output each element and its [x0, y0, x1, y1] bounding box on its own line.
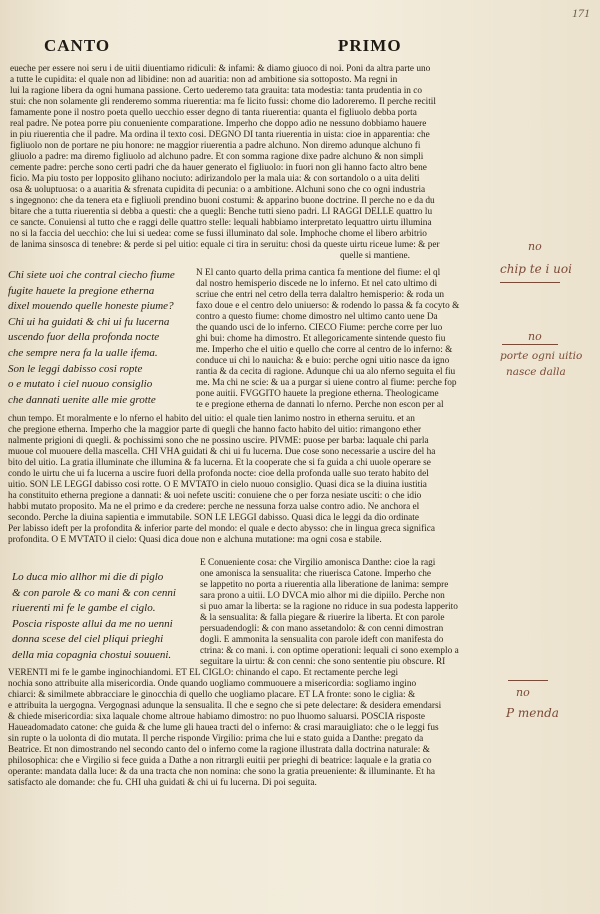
verse-line: che dannati uenite alle mie grotte: [8, 393, 156, 406]
commentary-line: bito del uitio. La gratia illuminate che illumina & fa lucerna. Et la cooperate che si fa guida a chi uuole operare se: [8, 458, 431, 468]
verse-line: Poscia risposte allui da me no uenni: [12, 617, 173, 630]
commentary-line: se lappetito no porta a riuerentia alla liberatione de lanima: sempre: [200, 580, 449, 590]
commentary-line: chiarci: & similmete abbracciare le ginocchia di quello che uogliamo placare. ET LA fronte: sono le ciglia: &: [8, 690, 416, 700]
verse-line: o e mutato i ciel nuouo consiglio: [8, 378, 153, 391]
marginal-note-number: no: [516, 686, 530, 699]
commentary-line: uitio. SON LE LEGGI dabisso cosi rotte. O E MVTATO in cielo nuouo consiglio. Quasi dica se la diuina iustitia: [8, 480, 427, 490]
commentary-line: me. Imperho che el uitio e quello che corre al centro de lo inferno: &: [196, 345, 453, 355]
commentary-line: lui la ragione libera da ogni humana passione. Certo uederemo tata grauita: tata modestia: tanta prudentia in co: [10, 86, 423, 96]
commentary-line: Beatrice. Et non dimostrando nel secondo canto del o inferno come la ragione illustrata dalla doctrina naturale: &: [8, 745, 430, 755]
commentary-line: stui: che non solamente gli renderemo somma riuerentia: ma fe licito fussi: chome dio ladoreremo. Il perche recitil: [10, 97, 436, 107]
commentary-line: in piu riuerentia che il padre. Ma ordina il texto cosi. DEGNO DI tanta riuerentia in uista: cioe in apparentia: che: [10, 130, 430, 140]
commentary-line: ghi bui: chome ha dimostro. Et allegoricamente sintende questo fiu: [196, 334, 446, 344]
commentary-line: pone auitii. FVGGITO hauete la pregione etherna. Theologicame: [196, 389, 439, 399]
marginal-note: P menda: [506, 706, 559, 720]
commentary-line: scriue che entri nel cetro della terra dalaltro hemisperio: & roda un: [196, 290, 445, 300]
commentary-mid-2: [200, 558, 494, 668]
commentary-line: quelle si mantiene.: [340, 251, 410, 261]
commentary-line: eueche per essere noi seru i de uitii diuentiamo ridiculi: & infami: & diamo giuoco di noi. Poni da altra parte uno: [10, 64, 431, 74]
verse-line: & con parole & co mani & con cenni: [12, 586, 176, 599]
commentary-line: contro a questo fiume: chome dimostro nel ultimo canto uene Da: [196, 312, 438, 322]
commentary-line: satisfacto ale domande: che fu. CHI uha guidati & chi ui fu lucerna. Di poi seguita.: [8, 778, 317, 788]
commentary-line: seguitare la uirtu: & con cenni: che sono sententie piu obscure. RI: [200, 657, 446, 667]
commentary-mid: [196, 268, 492, 411]
commentary-line: e attribuita la uergogna. Vergognasi adunque la sensualita. Il che e segno che si pete delectare: & desidera emendarsi: [8, 701, 442, 711]
commentary-line: s ingegnono: che da tenera eta e figliuoli prendino buoni costumi: & apparino buone doctrine. Il perche no e da du: [10, 196, 435, 206]
commentary-line: conduce ui chi lo nauicha: & e buio: perche ogni uitio nasce da igno: [196, 356, 450, 366]
running-header-left: CANTO: [44, 36, 111, 55]
commentary-line: ctrina: & co mani. i. con optime operationi: lequali ci sono exemplo a: [200, 646, 459, 656]
commentary-line: muoue col muouere della mascella. CHI VHA guidati & chi ui fu lucerna. Due cose sono necessarie a uscire del ha: [8, 447, 436, 457]
commentary-line: no si la faccia del uecchio: che lui si uedea: come se fussi illuminato dal sole. Imphoche chome el libero arbitrio: [10, 229, 427, 239]
commentary-full-2: [8, 668, 494, 789]
verse-line: donna scese del ciel pliqui prieghi: [12, 633, 164, 646]
commentary-line: Haueadomadato catone: che guida & che lume gli hauea tracti del o inferno: & crasi marauigliato: che o le leggi fus: [8, 723, 439, 733]
commentary-line: VERENTI mi fe le gambe inginochiandomi. ET EL CIGLO: chinando el capo. Et rectamente perche legi: [8, 668, 399, 678]
verse-line: che sempre nera fa la ualle ifema.: [8, 346, 158, 359]
commentary-line: nalmente prigioni di quegli. & pochissimi sono che ne possino uscire. PIVME: puose per barba: laquale chi parla: [8, 436, 429, 446]
commentary-line: cemente padre: perche sono certi padri che da hauer generato el figliuolo: in fuori non gli hanno facto altro bene: [10, 163, 427, 173]
folio-number: 171: [572, 6, 590, 20]
verse-line: dixel mouendo quelle honeste piume?: [8, 300, 174, 313]
commentary-line: me. Ma chi ne scie: & ua a purgar si uiene contro al fiume: perche fop: [196, 378, 457, 388]
commentary-line: te e pregione etherna de dannati lo nferno. Perche non escon per al: [196, 400, 444, 410]
verse-line: Son le leggi dabisso cosi ropte: [8, 362, 143, 375]
commentary-line: & chiede misericordia: sixa laquale chome altroue habiamo dimostro: no puo lhuomo saluarsi. POSCIA risposte: [8, 712, 425, 722]
commentary-line: profondita. O E MVTATO il cielo: Quasi dica doue non e alchuna mutatione: ma ogni cosa e stabile.: [8, 535, 382, 545]
commentary-line: chun tempo. Et moralmente e lo nferno el habito del uitio: el quale tien lanimo nostro in etherna seruitu. et an: [8, 414, 415, 424]
commentary-line: one amonisca la sensualita: che riuerisca Catone. Imperho che: [200, 569, 432, 579]
marginal-note: chip te i uoi: [500, 262, 572, 276]
marginal-note: nasce dalla: [506, 366, 566, 378]
marginal-underline: [500, 282, 560, 283]
commentary-line: si puo amar la liberta: se la ragione no riduce in sua podesta lapperito: [200, 602, 458, 612]
commentary-top: [10, 64, 584, 262]
marginal-underline: [502, 344, 558, 345]
commentary-line: sin rupte o la uolonta di dio mutata. Il perche risponde Virgilio: prima che lui e stato guida a Danthe: pregato da: [8, 734, 424, 744]
commentary-line: Per labisso ideft per la profondita & inferior parte del mondo: el quale e decto abysso: che in lingua greca significa: [8, 524, 435, 534]
commentary-line: osa & uoluptuosa: o a auaritia & sfrenata cupidita di pecunia: o a ambitione. Alchuni sono che co ogni industria: [10, 185, 426, 195]
verse-block-2: [12, 570, 202, 664]
commentary-line: ce sancte. Conuiensi al tutto che e raggi delle quattro stelle: lequali habbiamo interpretato lequattro uirtu illumina: [10, 218, 432, 228]
commentary-line: secondo. Perche la diuina sapientia e immutabile. SON LE LEGGI dabisso. Quasi dica le leggi da dio ordinate: [8, 513, 420, 523]
commentary-line: N El canto quarto della prima cantica fa mentione del fiume: el ql: [196, 268, 441, 278]
commentary-line: ficio. Ma piu tosto per lopposito glihano nociuto: adirizandolo per la mala uia: & con sortandolo o a uita deliti: [10, 174, 420, 184]
marginal-note-number: no: [528, 330, 542, 343]
verse-line: Lo duca mio allhor mi die di piglo: [12, 571, 164, 583]
commentary-line: nochia sono attribuite alla misericordia. Onde quando uogliamo commuouere a misericordia: sogliamo ingino: [8, 679, 417, 689]
commentary-line: condo le uirtu che ui fa lucerna a uscire fuori della profonda nocte: cioe della profonda ualle suo terato habito del: [8, 469, 429, 479]
marginal-note-number: no: [528, 240, 542, 253]
commentary-line: bitare che a tutta riuerentia si debba a questi: che a quegli: Benche tutti sieno padri. LI RAGGI DELLE quattro lu: [10, 207, 433, 217]
verse-block-1: [8, 268, 196, 408]
commentary-line: faxo doue e el centro delo uniuerso: & rodendo lo passa & fa cocyto &: [196, 301, 460, 311]
verse-line: Chi ui ha guidati & chi ui fu lucerna: [8, 315, 170, 328]
commentary-line: persuadendogli: & con mano assetandolo: & con cenni dimostran: [200, 624, 444, 634]
commentary-line: operante: mandata dalla luce: & da una tracta che non nomina: che sono la gratia preueniente: & illuminante. Et ha: [8, 767, 435, 777]
commentary-line: sara prono a uitii. LO DVCA mio alhor mi die dipiilo. Perche non: [200, 591, 445, 601]
running-header-right: PRIMO: [338, 36, 402, 55]
marginal-underline: [508, 680, 548, 681]
verse-line: della mia copagnia chostui souueni.: [12, 648, 172, 661]
commentary-line: ha constituito etherna pregione a dannati: & uoi nefete usciti: conuiene che o per forza nesiate usciti: o che idio: [8, 491, 422, 501]
commentary-line: dal nostro hemisperio discede ne lo inferno. Et nel cato ultimo di: [196, 279, 438, 289]
commentary-line: E Conueniente cosa: che Virgilio amonisca Danthe: cioe la ragi: [200, 558, 436, 568]
commentary-line: rantia & da cecita di ragione. Adunque chi ua alo nferno seguita el fiu: [196, 367, 456, 377]
marginal-note: porte ogni uitio: [500, 350, 583, 362]
commentary-line: figliuolo non de portare ne piu honore: ne maggior riuerentia a padre alchuno. Non diremo adunque alchuno fi: [10, 141, 421, 151]
commentary-line: famamente pone il nostro poeta quello uecchio esser degno di tanta riuerentia: quanta el figliuolo debba porta: [10, 108, 417, 118]
verse-line: riuerenti mi fe le gambe el ciglo.: [12, 602, 156, 615]
commentary-full-1: [8, 414, 494, 546]
commentary-line: che pregione etherna. Imperho che la maggior parte di quegli che hanno facto habito del uitio: rimangono ether: [8, 425, 422, 435]
verse-line: Chi siete uoi che contral ciecho fiume: [8, 269, 175, 281]
commentary-line: habbi mutato proposito. Ma ne el primo e da credere: perche ne nessuna forza ualse contro adio. Ne anchora el: [8, 502, 420, 512]
commentary-line: real padre. Ne potea porre piu conueniente comparatione. Imperho che doppo adio ne nessuno dobbiamo hauere: [10, 119, 427, 129]
commentary-line: philosophica: che e Virgilio si fece guida a Dathe a non ritrargli euitii per prieghi di beatrice: laquale e la gratia co: [8, 756, 432, 766]
verse-line: fugite hauete la pregione etherna: [8, 284, 155, 297]
verse-line: uscendo fuor della profonda nocte: [8, 331, 160, 344]
commentary-line: the quando usci de lo inferno. CIECO Fiume: perche corre per luo: [196, 323, 443, 333]
commentary-line: gliuolo a padre: ma diremo figliuolo ad alchuno padre. Et con somma ragione dixe padre alchuno & non simpli: [10, 152, 424, 162]
commentary-line: dogli. E ammonita la sensualita con parole ideft con manifesta do: [200, 635, 444, 645]
commentary-line: a tutte le cupidita: el quale non ad libidine: non ad auaritia: non ad ambitione sia sottoposto. Ma regni in: [10, 75, 398, 85]
commentary-line: de lanima sinsosca di tenebre: & perde si pel uitio: equale ci tira in seruitu: chosi da queste uirtu riceue lume: & per: [10, 240, 440, 250]
commentary-line: & la sensualita: & falla piegare & riuerire la liberta. Et con parole: [200, 613, 445, 623]
